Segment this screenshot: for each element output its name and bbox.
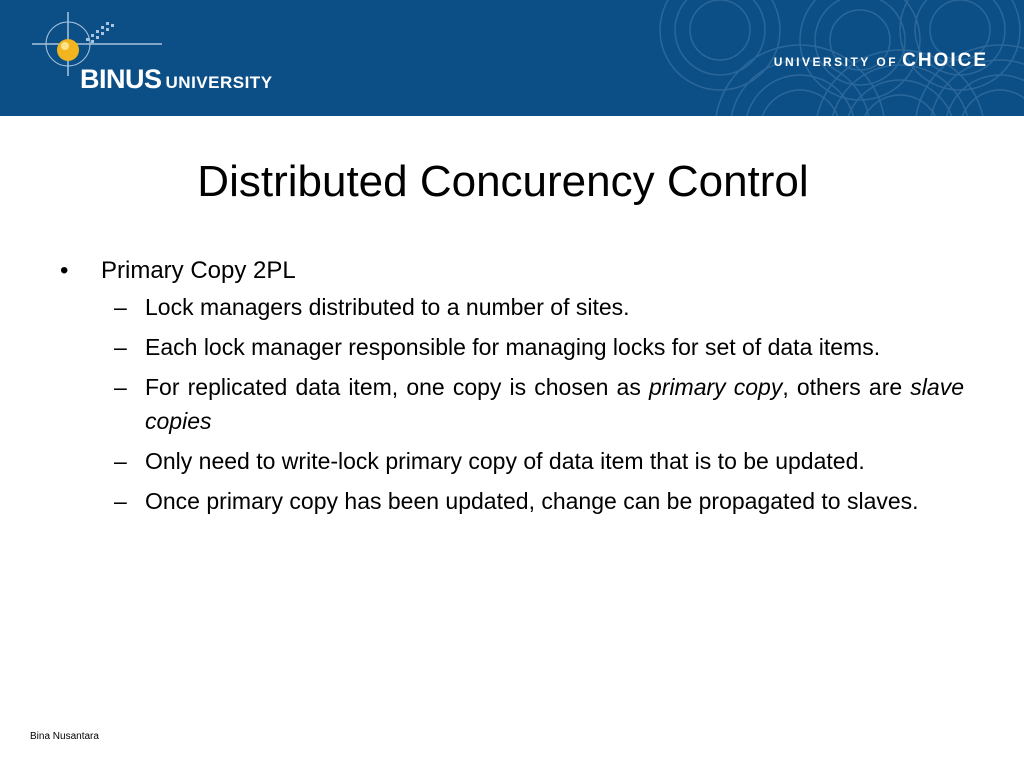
dash-marker: – bbox=[114, 374, 127, 400]
dash-marker: – bbox=[114, 488, 127, 514]
text-segment: , others are bbox=[782, 374, 911, 400]
tagline-prefix: UNIVERSITY OF bbox=[773, 55, 899, 69]
slide-content bbox=[60, 254, 964, 524]
emphasis-primary-copy: primary copy bbox=[648, 374, 783, 400]
sub-bullet-item bbox=[114, 444, 964, 478]
sub-bullet-text: Lock managers distributed to a number of sites. bbox=[145, 294, 630, 320]
bullet-item bbox=[60, 254, 964, 287]
text-segment: For replicated data item, one copy is chosen as bbox=[145, 374, 649, 400]
header-banner bbox=[0, 0, 1024, 116]
sub-bullet-text: Only need to write-lock primary copy of data item that is to be updated. bbox=[145, 448, 865, 474]
sub-bullet-item bbox=[114, 290, 964, 324]
emphasis-slave-copies: slave copies bbox=[145, 374, 964, 434]
slide-title: Distributed Concurency Control bbox=[197, 157, 809, 206]
dash-marker: – bbox=[114, 448, 127, 474]
sub-bullet-item bbox=[114, 330, 964, 364]
sub-bullet-item bbox=[114, 370, 964, 438]
logo-primary-text: BINUS bbox=[80, 64, 162, 94]
dash-marker: – bbox=[114, 334, 127, 360]
bullet-text: Primary Copy 2PL bbox=[101, 257, 296, 284]
sub-bullet-text bbox=[145, 370, 964, 438]
logo-secondary-text: UNIVERSITY bbox=[165, 73, 273, 92]
tagline-emphasis: CHOICE bbox=[902, 50, 988, 71]
tagline bbox=[774, 50, 988, 72]
sub-bullet-text: Once primary copy has been updated, change can be propagated to slaves. bbox=[145, 488, 919, 514]
sub-bullet-item bbox=[114, 484, 964, 518]
bullet-marker: • bbox=[60, 257, 69, 284]
sub-bullet-list bbox=[114, 290, 964, 518]
footer-text: Bina Nusantara bbox=[30, 731, 99, 742]
binus-logo bbox=[22, 8, 322, 108]
dash-marker: – bbox=[114, 294, 127, 320]
sub-bullet-text: Each lock manager responsible for managing locks for set of data items. bbox=[145, 334, 881, 360]
binus-wordmark bbox=[80, 64, 273, 95]
